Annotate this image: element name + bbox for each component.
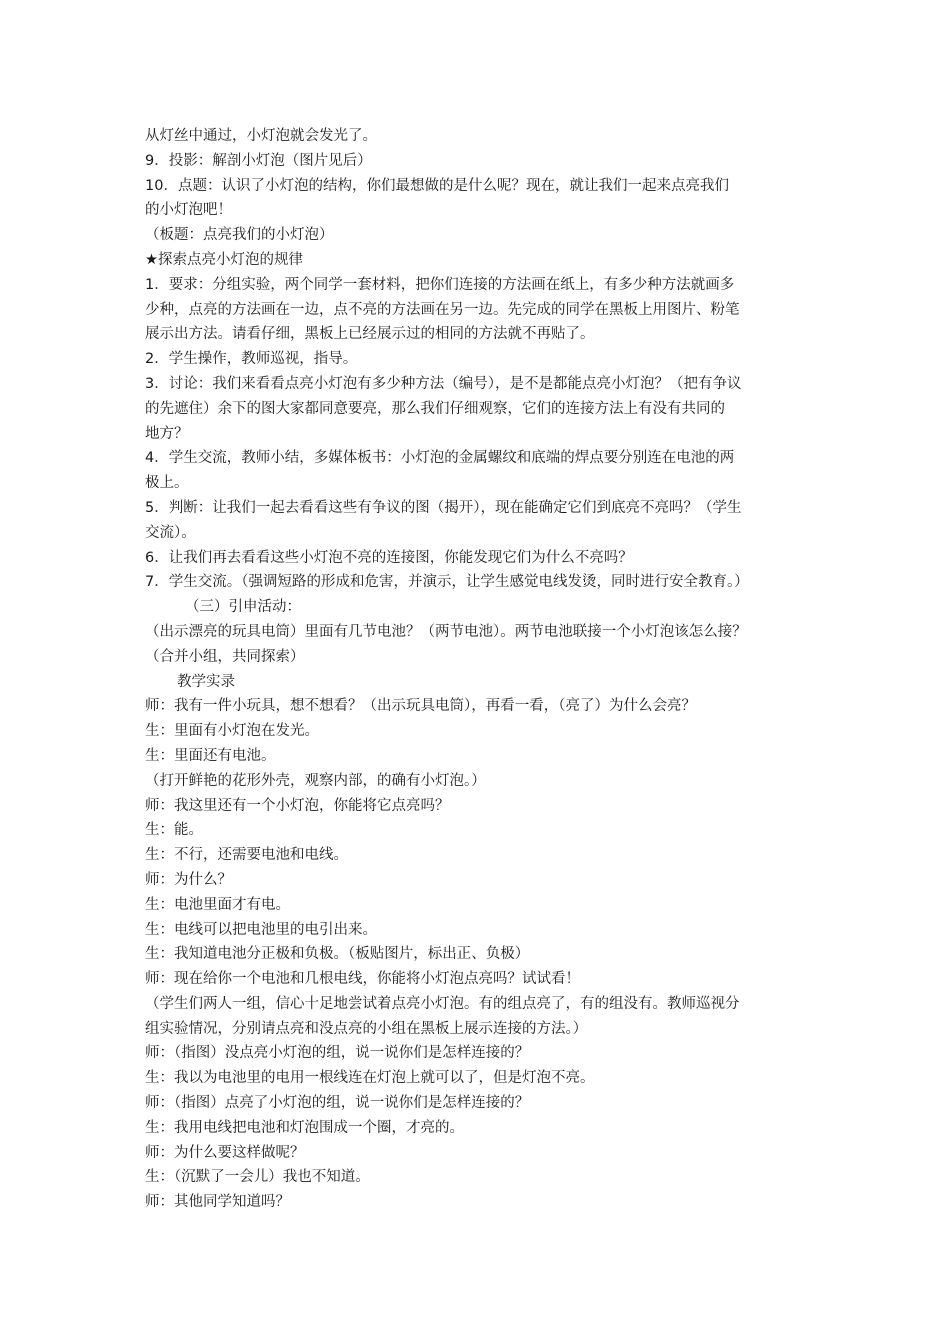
text-line: 交流）。 — [145, 524, 196, 541]
text-line: 生：能。 — [145, 822, 203, 839]
text-line: 师：我这里还有一个小灯泡，你能将它点亮吗？ — [145, 797, 450, 814]
text-line: 师：为什么？ — [145, 871, 232, 888]
text-line: 5．判断：让我们一起去看看这些有争议的图（揭开），现在能确定它们到底亮不亮吗？（学生 — [145, 499, 742, 516]
document-body — [145, 124, 825, 1215]
text-line: 2．学生操作，教师巡视，指导。 — [145, 351, 358, 368]
text-line: （合并小组，共同探索） — [145, 648, 305, 665]
text-line: 师：（指图）点亮了小灯泡的组，说一说你们是怎样连接的？ — [145, 1095, 530, 1112]
text-line: 生：不行，还需要电池和电线。 — [145, 847, 348, 864]
text-line: 的小灯泡吧！ — [145, 202, 232, 219]
text-line: 组实验情况，分别请点亮和没点亮的小组在黑板上展示连接的方法。） — [145, 1020, 588, 1037]
text-line: 生：电池里面才有电。 — [145, 896, 290, 913]
text-line: 师：为什么要这样做呢？ — [145, 1144, 305, 1161]
text-line: 生：我用电线把电池和灯泡围成一个圈，才亮的。 — [145, 1119, 464, 1136]
text-line: 6．让我们再去看看这些小灯泡不亮的连接图，你能发现它们为什么不亮吗？ — [145, 549, 633, 566]
text-line: 生：电线可以把电池里的电引出来。 — [145, 921, 377, 938]
text-line: 展示出方法。请看仔细，黑板上已经展示过的相同的方法就不再贴了。 — [145, 326, 595, 343]
text-line: 少种，点亮的方法画在一边，点不亮的方法画在另一边。先完成的同学在黑板上用图片、粉笔 — [145, 301, 740, 318]
text-line: 师：现在给你一个电池和几根电线，你能将小灯泡点亮吗？试试看！ — [145, 971, 580, 988]
text-line: （打开鲜艳的花形外壳，观察内部，的确有小灯泡。） — [145, 772, 486, 789]
text-line: 7．学生交流。（强调短路的形成和危害，并演示，让学生感觉电线发烫，同时进行安全教育。） — [145, 574, 749, 591]
text-line: 10．点题：认识了小灯泡的结构，你们最想做的是什么呢？现在，就让我们一起来点亮我们 — [145, 177, 729, 194]
text-line: （板题：点亮我们的小灯泡） — [145, 227, 334, 244]
text-line: 师：（指图）没点亮小灯泡的组，说一说你们是怎样连接的？ — [145, 1045, 530, 1062]
text-line: 地方？ — [145, 425, 189, 442]
text-line: 的先遮住）余下的图大家都同意要亮，那么我们仔细观察，它们的连接方法上有没有共同的 — [145, 400, 725, 417]
text-line: 师：我有一件小玩具，想不想看？（出示玩具电筒），再看一看，（亮了）为什么会亮？ — [145, 698, 696, 715]
text-line: （三）引申活动： — [185, 599, 301, 616]
text-line: 师：其他同学知道吗？ — [145, 1194, 290, 1211]
text-line: 从灯丝中通过，小灯泡就会发光了。 — [145, 128, 377, 144]
text-line: 生：里面有小灯泡在发光。 — [145, 723, 319, 740]
text-line: （学生们两人一组，信心十足地尝试着点亮小灯泡。有的组点亮了，有的组没有。教师巡视分 — [145, 995, 740, 1012]
text-line: 1．要求：分组实验，两个同学一套材料，把你们连接的方法画在纸上，有多少种方法就画多 — [145, 276, 735, 293]
text-line: 生：里面还有电池。 — [145, 747, 276, 764]
text-line: 极上。 — [145, 475, 189, 492]
text-line: 生：我知道电池分正极和负极。（板贴图片，标出正、负极） — [145, 946, 530, 963]
text-line: 生：我以为电池里的电用一根线连在灯泡上就可以了，但是灯泡不亮。 — [145, 1070, 595, 1087]
text-line: 9．投影：解剖小灯泡（图片见后） — [145, 152, 372, 169]
text-line: 生：（沉默了一会儿）我也不知道。 — [145, 1169, 370, 1186]
text-line: 3．讨论：我们来看看点亮小灯泡有多少种方法（编号），是不是都能点亮小灯泡？（把有争议 — [145, 375, 742, 392]
text-line: ★探索点亮小灯泡的规律 — [145, 251, 303, 268]
text-line: （出示漂亮的玩具电筒）里面有几节电池？（两节电池）。两节电池联接一个小灯泡该怎么接？ — [145, 623, 747, 640]
text-line: 教学实录 — [177, 673, 235, 690]
text-line: 4．学生交流，教师小结，多媒体板书：小灯泡的金属螺纹和底端的焊点要分别连在电池的两 — [145, 450, 735, 467]
